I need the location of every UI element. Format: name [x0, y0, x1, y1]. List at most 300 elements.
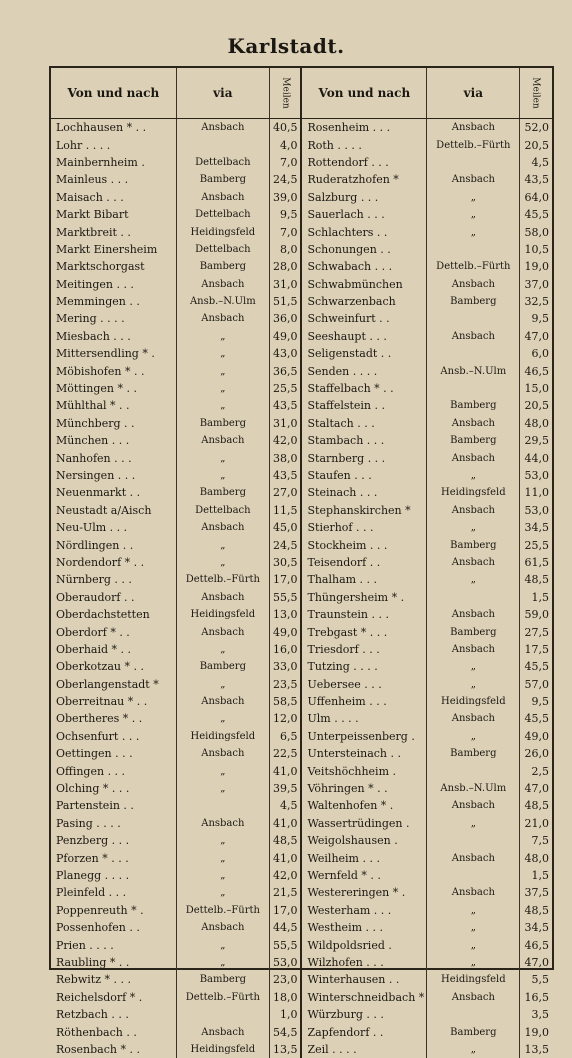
right-via-cell: „ — [427, 658, 520, 675]
right-via-cell: „ — [427, 519, 520, 536]
right-name-cell: Seligenstadt . . — [301, 345, 426, 362]
left-via-cell: Bamberg — [176, 171, 269, 188]
table-row — [51, 797, 552, 814]
left-name-cell: Meitingen . . . — [51, 276, 176, 293]
right-via-cell: Ansbach — [427, 710, 520, 727]
right-name-cell: Weigolshausen . — [301, 832, 426, 849]
table-row — [51, 1023, 552, 1040]
table-row — [51, 310, 552, 327]
table-row — [51, 484, 552, 501]
right-via-cell: „ — [427, 954, 520, 971]
left-via-cell: Ansbach — [176, 815, 269, 832]
left-via-cell: Dettelbach — [176, 241, 269, 258]
right-via-cell: Ansbach — [427, 641, 520, 658]
right-name-cell: Winterschneidbach * — [301, 989, 426, 1006]
left-miles-cell: 7,0 — [269, 154, 301, 171]
table-row — [51, 189, 552, 206]
left-miles-cell: 22,5 — [269, 745, 301, 762]
left-name-cell: Oberdachstetten — [51, 606, 176, 623]
left-name-cell: Nordendorf * . . — [51, 554, 176, 571]
table-row — [51, 936, 552, 953]
left-via-cell: Ansbach — [176, 693, 269, 710]
right-name-cell: Salzburg . . . — [301, 189, 426, 206]
left-via-cell: Dettelbach — [176, 154, 269, 171]
right-miles-cell: 37,0 — [520, 276, 552, 293]
left-name-cell: Maisach . . . — [51, 189, 176, 206]
left-miles-cell: 41,0 — [269, 849, 301, 866]
right-via-cell: Ansbach — [427, 554, 520, 571]
table-row — [51, 136, 552, 153]
right-via-cell: Heidingsfeld — [427, 971, 520, 988]
right-via-cell: Heidingsfeld — [427, 484, 520, 501]
right-name-cell: Schweinfurt . . — [301, 310, 426, 327]
right-name-cell: Veitshöchheim . — [301, 762, 426, 779]
right-name-cell: Sauerlach . . . — [301, 206, 426, 223]
table-row — [51, 589, 552, 606]
right-via-cell: „ — [427, 728, 520, 745]
left-name-cell: Rosenbach * . . — [51, 1041, 176, 1058]
right-miles-cell: 29,5 — [520, 432, 552, 449]
left-miles-cell: 1,0 — [269, 1006, 301, 1023]
right-name-cell: Westerham . . . — [301, 902, 426, 919]
right-name-cell: Schlachters . . — [301, 223, 426, 240]
left-name-cell: Neustadt a/Aisch — [51, 502, 176, 519]
table-row — [51, 815, 552, 832]
left-via-cell: Ansbach — [176, 189, 269, 206]
left-name-cell: Mühlthal * . . — [51, 397, 176, 414]
left-via-cell: Dettelbach — [176, 502, 269, 519]
left-via-cell: Bamberg — [176, 415, 269, 432]
left-miles-cell: 54,5 — [269, 1023, 301, 1040]
right-miles-cell: 64,0 — [520, 189, 552, 206]
left-miles-cell: 28,0 — [269, 258, 301, 275]
left-miles-cell: 23,5 — [269, 676, 301, 693]
left-via-cell: Heidingsfeld — [176, 728, 269, 745]
right-name-cell: Triesdorf . . . — [301, 641, 426, 658]
left-name-cell: Oberaudorf . . — [51, 589, 176, 606]
right-name-cell: Steinach . . . — [301, 484, 426, 501]
left-miles-cell: 23,0 — [269, 971, 301, 988]
right-name-cell: Thüngersheim * . — [301, 589, 426, 606]
right-miles-cell: 47,0 — [520, 954, 552, 971]
table-row — [51, 902, 552, 919]
right-via-cell: Bamberg — [427, 745, 520, 762]
table-row — [51, 884, 552, 901]
right-miles-cell: 13,5 — [520, 1041, 552, 1058]
right-miles-cell: 48,5 — [520, 797, 552, 814]
left-miles-cell: 43,0 — [269, 345, 301, 362]
left-via-cell: „ — [176, 780, 269, 797]
left-miles-cell: 30,5 — [269, 554, 301, 571]
left-name-cell: Möbishofen * . . — [51, 362, 176, 379]
left-name-cell: Miesbach . . . — [51, 328, 176, 345]
table-row — [51, 954, 552, 971]
left-via-cell: Heidingsfeld — [176, 1041, 269, 1058]
right-miles-cell: 15,0 — [520, 380, 552, 397]
left-name-cell: Markt Einersheim — [51, 241, 176, 258]
left-via-cell: „ — [176, 467, 269, 484]
left-miles-cell: 8,0 — [269, 241, 301, 258]
right-name-cell: Westheim . . . — [301, 919, 426, 936]
left-via-cell: „ — [176, 536, 269, 553]
right-name-cell: Staufen . . . — [301, 467, 426, 484]
left-via-cell: „ — [176, 832, 269, 849]
right-name-cell: Zapfendorf . . — [301, 1023, 426, 1040]
header-miles-left — [269, 68, 301, 119]
header-name-left: Von und nach — [51, 68, 176, 119]
right-miles-cell: 32,5 — [520, 293, 552, 310]
right-miles-cell: 53,0 — [520, 467, 552, 484]
left-via-cell: „ — [176, 762, 269, 779]
right-miles-cell: 26,0 — [520, 745, 552, 762]
right-name-cell: Untersteinach . . — [301, 745, 426, 762]
right-miles-cell: 2,5 — [520, 762, 552, 779]
right-miles-cell: 48,0 — [520, 849, 552, 866]
table-row — [51, 641, 552, 658]
left-name-cell: München . . . — [51, 432, 176, 449]
left-miles-cell: 49,0 — [269, 623, 301, 640]
right-miles-cell: 58,0 — [520, 223, 552, 240]
right-name-cell: Ulm . . . . — [301, 710, 426, 727]
table-row — [51, 154, 552, 171]
table-row — [51, 380, 552, 397]
left-name-cell: Lohr . . . . — [51, 136, 176, 153]
left-via-cell: „ — [176, 867, 269, 884]
left-miles-cell: 31,0 — [269, 276, 301, 293]
right-miles-cell: 48,0 — [520, 415, 552, 432]
right-via-cell: Bamberg — [427, 1023, 520, 1040]
left-via-cell: Bamberg — [176, 971, 269, 988]
left-name-cell: Mittersendling * . — [51, 345, 176, 362]
table-row — [51, 710, 552, 727]
right-via-cell: „ — [427, 189, 520, 206]
right-via-cell: „ — [427, 467, 520, 484]
right-via-cell: „ — [427, 676, 520, 693]
right-name-cell: Roth . . . . — [301, 136, 426, 153]
right-name-cell: Waltenhofen * . — [301, 797, 426, 814]
left-via-cell: Ansbach — [176, 432, 269, 449]
right-miles-cell: 34,5 — [520, 919, 552, 936]
table-row — [51, 171, 552, 188]
table-row — [51, 762, 552, 779]
right-miles-cell: 44,0 — [520, 449, 552, 466]
right-name-cell: Schwabmünchen — [301, 276, 426, 293]
right-name-cell: Stambach . . . — [301, 432, 426, 449]
right-miles-cell: 10,5 — [520, 241, 552, 258]
header-name-right: Von und nach — [301, 68, 426, 119]
left-miles-cell: 9,5 — [269, 206, 301, 223]
left-miles-cell: 27,0 — [269, 484, 301, 501]
right-name-cell: Zeil . . . . — [301, 1041, 426, 1058]
right-name-cell: Teisendorf . . — [301, 554, 426, 571]
left-name-cell: Oberkotzau * . . — [51, 658, 176, 675]
table-row — [51, 119, 552, 137]
right-miles-cell: 20,5 — [520, 397, 552, 414]
right-via-cell: Ansbach — [427, 119, 520, 137]
table-row — [51, 1006, 552, 1023]
right-name-cell: Stephanskirchen * — [301, 502, 426, 519]
left-via-cell: Dettelb.–Fürth — [176, 902, 269, 919]
right-via-cell — [427, 867, 520, 884]
distance-table — [51, 68, 552, 1058]
right-via-cell — [427, 154, 520, 171]
table-row — [51, 397, 552, 414]
right-name-cell: Staffelstein . . — [301, 397, 426, 414]
right-via-cell: Ansbach — [427, 884, 520, 901]
right-name-cell: Staltach . . . — [301, 415, 426, 432]
left-via-cell: Ansbach — [176, 519, 269, 536]
left-via-cell — [176, 1006, 269, 1023]
left-via-cell: Ansb.–N.Ulm — [176, 293, 269, 310]
left-miles-cell: 39,5 — [269, 780, 301, 797]
right-via-cell: Bamberg — [427, 293, 520, 310]
right-via-cell: Ansbach — [427, 171, 520, 188]
left-miles-cell: 11,5 — [269, 502, 301, 519]
left-name-cell: Nürnberg . . . — [51, 571, 176, 588]
left-miles-cell: 44,5 — [269, 919, 301, 936]
right-miles-cell: 45,5 — [520, 206, 552, 223]
table-row — [51, 502, 552, 519]
right-via-cell: „ — [427, 815, 520, 832]
right-via-cell: Bamberg — [427, 536, 520, 553]
left-name-cell: Oberhaid * . . — [51, 641, 176, 658]
header-via-right: via — [427, 68, 520, 119]
right-via-cell: Ansbach — [427, 849, 520, 866]
left-name-cell: Planegg . . . . — [51, 867, 176, 884]
table-row — [51, 432, 552, 449]
left-via-cell: „ — [176, 936, 269, 953]
left-miles-cell: 24,5 — [269, 536, 301, 553]
left-miles-cell: 16,0 — [269, 641, 301, 658]
left-name-cell: Prien . . . . — [51, 936, 176, 953]
table-row — [51, 728, 552, 745]
right-miles-cell: 46,5 — [520, 936, 552, 953]
left-name-cell: Mering . . . . — [51, 310, 176, 327]
right-miles-cell: 48,5 — [520, 571, 552, 588]
left-via-cell: Bamberg — [176, 484, 269, 501]
left-via-cell: „ — [176, 362, 269, 379]
right-via-cell: Ansbach — [427, 797, 520, 814]
right-miles-cell: 27,5 — [520, 623, 552, 640]
left-name-cell: Pasing . . . . — [51, 815, 176, 832]
left-via-cell: „ — [176, 345, 269, 362]
table-row — [51, 693, 552, 710]
right-name-cell: Rottendorf . . . — [301, 154, 426, 171]
left-name-cell: Penzberg . . . — [51, 832, 176, 849]
left-via-cell: „ — [176, 380, 269, 397]
left-miles-cell: 58,5 — [269, 693, 301, 710]
left-miles-cell: 55,5 — [269, 589, 301, 606]
table-row — [51, 276, 552, 293]
right-miles-cell: 48,5 — [520, 902, 552, 919]
table-row — [51, 241, 552, 258]
left-miles-cell: 36,5 — [269, 362, 301, 379]
right-name-cell: Rosenheim . . . — [301, 119, 426, 137]
right-name-cell: Weilheim . . . — [301, 849, 426, 866]
left-via-cell: „ — [176, 554, 269, 571]
right-via-cell: Dettelb.–Fürth — [427, 136, 520, 153]
left-miles-cell: 41,0 — [269, 762, 301, 779]
left-name-cell: Nersingen . . . — [51, 467, 176, 484]
left-name-cell: Obertheres * . . — [51, 710, 176, 727]
left-via-cell: Dettelb.–Fürth — [176, 989, 269, 1006]
right-name-cell: Uffenheim . . . — [301, 693, 426, 710]
right-miles-cell: 16,5 — [520, 989, 552, 1006]
right-via-cell: Ansb.–N.Ulm — [427, 362, 520, 379]
table-row — [51, 1041, 552, 1058]
right-name-cell: Vöhringen * . . — [301, 780, 426, 797]
right-miles-cell: 19,0 — [520, 1023, 552, 1040]
right-miles-cell: 53,0 — [520, 502, 552, 519]
header-miles-left-label: Meilen — [281, 77, 291, 108]
right-miles-cell: 1,5 — [520, 589, 552, 606]
right-via-cell: Ansbach — [427, 276, 520, 293]
table-row — [51, 606, 552, 623]
right-name-cell: Trebgast * . . . — [301, 623, 426, 640]
right-via-cell: Ansbach — [427, 606, 520, 623]
right-miles-cell: 59,0 — [520, 606, 552, 623]
left-miles-cell: 42,0 — [269, 867, 301, 884]
table-row — [51, 362, 552, 379]
right-miles-cell: 11,0 — [520, 484, 552, 501]
header-miles-right-label: Meilen — [531, 77, 541, 108]
left-name-cell: Rebwitz * . . . — [51, 971, 176, 988]
right-name-cell: Würzburg . . . — [301, 1006, 426, 1023]
right-via-cell: Ansbach — [427, 328, 520, 345]
table-row — [51, 849, 552, 866]
right-name-cell: Thalham . . . — [301, 571, 426, 588]
left-name-cell: Offingen . . . — [51, 762, 176, 779]
left-name-cell: Reichelsdorf * . — [51, 989, 176, 1006]
table-row — [51, 623, 552, 640]
left-name-cell: Oberdorf * . . — [51, 623, 176, 640]
right-name-cell: Starnberg . . . — [301, 449, 426, 466]
left-miles-cell: 43,5 — [269, 467, 301, 484]
right-name-cell: Tutzing . . . . — [301, 658, 426, 675]
right-via-cell: Bamberg — [427, 432, 520, 449]
right-miles-cell: 4,5 — [520, 154, 552, 171]
table-row — [51, 345, 552, 362]
left-name-cell: Oberreitnau * . . — [51, 693, 176, 710]
table-row — [51, 223, 552, 240]
right-miles-cell: 47,0 — [520, 328, 552, 345]
table-row — [51, 832, 552, 849]
left-via-cell: „ — [176, 849, 269, 866]
right-via-cell: „ — [427, 1041, 520, 1058]
left-name-cell: Olching * . . . — [51, 780, 176, 797]
left-name-cell: Memmingen . . — [51, 293, 176, 310]
left-miles-cell: 40,5 — [269, 119, 301, 137]
right-via-cell: Heidingsfeld — [427, 693, 520, 710]
right-miles-cell: 20,5 — [520, 136, 552, 153]
right-miles-cell: 61,5 — [520, 554, 552, 571]
right-miles-cell: 57,0 — [520, 676, 552, 693]
right-miles-cell: 45,5 — [520, 658, 552, 675]
table-row — [51, 554, 552, 571]
right-miles-cell: 9,5 — [520, 693, 552, 710]
left-via-cell: Dettelb.–Fürth — [176, 571, 269, 588]
left-name-cell: Lochhausen * . . — [51, 119, 176, 137]
left-miles-cell: 36,0 — [269, 310, 301, 327]
right-miles-cell: 43,5 — [520, 171, 552, 188]
left-via-cell: Ansbach — [176, 919, 269, 936]
table-row — [51, 971, 552, 988]
left-name-cell: Oberlangenstadt * — [51, 676, 176, 693]
right-miles-cell: 45,5 — [520, 710, 552, 727]
table-row — [51, 571, 552, 588]
table-row — [51, 989, 552, 1006]
right-via-cell — [427, 241, 520, 258]
right-miles-cell: 37,5 — [520, 884, 552, 901]
right-name-cell: Wilzhofen . . . — [301, 954, 426, 971]
left-miles-cell: 43,5 — [269, 397, 301, 414]
left-name-cell: Partenstein . . — [51, 797, 176, 814]
left-name-cell: Neu-Ulm . . . — [51, 519, 176, 536]
right-name-cell: Unterpeissenberg . — [301, 728, 426, 745]
left-miles-cell: 48,5 — [269, 832, 301, 849]
right-miles-cell: 3,5 — [520, 1006, 552, 1023]
left-via-cell: „ — [176, 676, 269, 693]
left-miles-cell: 17,0 — [269, 902, 301, 919]
left-via-cell: „ — [176, 710, 269, 727]
right-name-cell: Seeshaupt . . . — [301, 328, 426, 345]
table-row — [51, 745, 552, 762]
left-name-cell: Neuenmarkt . . — [51, 484, 176, 501]
right-miles-cell: 34,5 — [520, 519, 552, 536]
right-miles-cell: 21,0 — [520, 815, 552, 832]
right-via-cell: Bamberg — [427, 623, 520, 640]
left-name-cell: Röthenbach . . — [51, 1023, 176, 1040]
left-name-cell: Möttingen * . . — [51, 380, 176, 397]
left-miles-cell: 33,0 — [269, 658, 301, 675]
table-row — [51, 519, 552, 536]
left-name-cell: Retzbach . . . — [51, 1006, 176, 1023]
right-miles-cell: 52,0 — [520, 119, 552, 137]
left-via-cell: Ansbach — [176, 623, 269, 640]
left-via-cell: Heidingsfeld — [176, 223, 269, 240]
right-name-cell: Staffelbach * . . — [301, 380, 426, 397]
right-via-cell: Ansbach — [427, 449, 520, 466]
right-miles-cell: 19,0 — [520, 258, 552, 275]
right-via-cell: Bamberg — [427, 397, 520, 414]
header-via-left: via — [176, 68, 269, 119]
left-name-cell: Ochsenfurt . . . — [51, 728, 176, 745]
right-name-cell: Stockheim . . . — [301, 536, 426, 553]
right-name-cell: Ruderatzhofen * — [301, 171, 426, 188]
table-row — [51, 867, 552, 884]
table-row — [51, 467, 552, 484]
left-via-cell: Heidingsfeld — [176, 606, 269, 623]
page-title: Karlstadt. — [0, 34, 572, 58]
left-miles-cell: 45,0 — [269, 519, 301, 536]
table-header-row — [51, 68, 552, 119]
right-via-cell: „ — [427, 206, 520, 223]
header-miles-right — [520, 68, 552, 119]
left-via-cell: Ansbach — [176, 276, 269, 293]
left-via-cell: Ansbach — [176, 310, 269, 327]
left-miles-cell: 53,0 — [269, 954, 301, 971]
table-row — [51, 293, 552, 310]
right-name-cell: Wildpoldsried . — [301, 936, 426, 953]
right-via-cell: „ — [427, 223, 520, 240]
table-row — [51, 258, 552, 275]
right-name-cell: Traunstein . . . — [301, 606, 426, 623]
table-row — [51, 536, 552, 553]
left-miles-cell: 38,0 — [269, 449, 301, 466]
left-name-cell: Münchberg . . — [51, 415, 176, 432]
right-name-cell: Wernfeld * . . — [301, 867, 426, 884]
table-row — [51, 415, 552, 432]
